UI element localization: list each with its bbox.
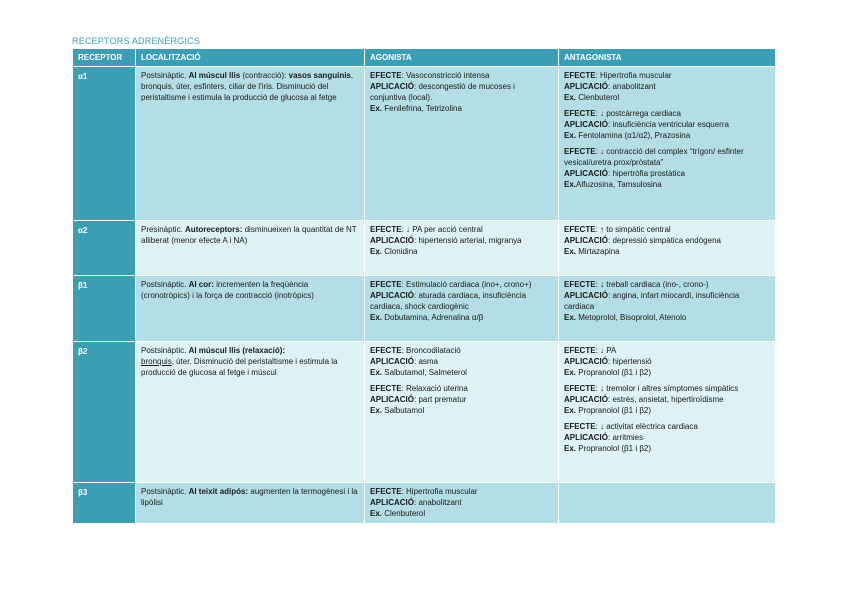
receptor-cell: α1	[73, 67, 136, 221]
effect-block: EFECTE: Hipertrofia muscular APLICACIÓ: anabolitzant Ex. Clenbuterol	[370, 487, 478, 518]
agonista-cell	[365, 276, 559, 342]
localitzacio-cell: Postsinàptic. Al múscul llis (relaxació): bronquis, úter. Disminució del peristaltisme i estimula la producció de glucosa al fetge i múscul	[136, 342, 365, 483]
header-antagonista: ANTAGONISTA	[559, 49, 776, 67]
receptors-table	[72, 48, 776, 524]
header-localitzacio: LOCALITZACIÓ	[136, 49, 365, 67]
effect-block: EFECTE: Hipertrofia muscular APLICACIÓ: anabolitzant Ex. Clenbuterol	[564, 71, 672, 102]
effect-block: EFECTE: ↓ treball cardiaca (ino-, crono-) APLICACIÓ: angina, infart miocardi, insuficiència cardiaca Ex. Metoprolol, Bisoprolol, Atenolo	[564, 280, 740, 322]
effect-block: EFECTE: ↓ PA APLICACIÓ: hipertensió Ex. Propranolol (β1 i β2)	[564, 346, 652, 377]
antagonista-cell	[559, 342, 776, 483]
antagonista-cell	[559, 276, 776, 342]
effect-block: EFECTE: ↓ activitat elèctrica cardiaca APLICACIÓ: arritmies Ex. Propranolol (β1 i β2)	[564, 422, 698, 453]
effect-block: EFECTE: Estimulació cardiaca (ino+, crono+) APLICACIÓ: aturada cardiaca, insuficiència cardiaca, shock cardiogènic Ex. Dobutamina, Adrenalina α/β	[370, 280, 532, 322]
effect-block: EFECTE: ↑ to simpàtic central APLICACIÓ: depressió simpàtica endògena Ex. Mirtazapina	[564, 225, 721, 256]
table-row	[73, 221, 776, 276]
agonista-cell	[365, 483, 559, 524]
receptor-cell: β2	[73, 342, 136, 483]
antagonista-cell	[559, 221, 776, 276]
header-receptor: RECEPTOR	[73, 49, 136, 67]
receptor-cell: β3	[73, 483, 136, 524]
receptor-cell: β1	[73, 276, 136, 342]
header-agonista: AGONISTA	[365, 49, 559, 67]
effect-block: EFECTE: ↓ tremolor i altres símptomes simpàtics APLICACIÓ: estrès, ansietat, hipertiroïdisme Ex. Propranolol (β1 i β2)	[564, 384, 739, 415]
localitzacio-cell: Postsinàptic. Al múscul llis (contracció): vasos sanguinis, bronquis, úter, esfinters, ciliar de l'iris. Disminució del peristaltisme i estimula la producció de glucosa al fetge	[136, 67, 365, 221]
receptor-cell: α2	[73, 221, 136, 276]
antagonista-cell	[559, 483, 776, 524]
effect-block: EFECTE: ↓ postcàrrega cardiaca APLICACIÓ: insuficiència ventricular esquerra Ex. Fentolamina (α1/α2), Prazosina	[564, 109, 729, 140]
agonista-cell	[365, 67, 559, 221]
localitzacio-cell: Presinàptic. Autoreceptors: disminueixen la quantitat de NT alliberat (menor efecte A i NA)	[136, 221, 365, 276]
effect-block: EFECTE: Vasoconstricció intensa APLICACIÓ: descongestió de mucoses i conjuntiva (local). Ex. Fenilefrina, Tetrizolina	[370, 71, 515, 113]
effect-block: EFECTE: Relaxació uterina APLICACIÓ: part prematur Ex. Salbutamol	[370, 384, 468, 415]
effect-block: EFECTE: ↓ PA per acció central APLICACIÓ: hipertensió arterial, migranya Ex. Clonidina	[370, 225, 522, 256]
page-title: RECEPTORS ADRENÈRGICS	[72, 36, 201, 46]
table-row	[73, 483, 776, 524]
table-row	[73, 342, 776, 483]
agonista-cell	[365, 342, 559, 483]
effect-block: EFECTE: Broncodilatació APLICACIÓ: asma Ex. Salbutamol, Salmeterol	[370, 346, 467, 377]
localitzacio-cell: Postsinàptic. Al teixit adipós: augmenten la termogènesi i la lipòlisi	[136, 483, 365, 524]
antagonista-cell	[559, 67, 776, 221]
table-row	[73, 276, 776, 342]
localitzacio-cell: Postsinàptic. Al cor: incrementen la freqüència (cronotròpics) i la força de contracció (inotròpics)	[136, 276, 365, 342]
table-row	[73, 67, 776, 221]
effect-block: EFECTE: ↓ contracció del complex “trígon/ esfinter vesical/uretra prox/pròstata” APLICACIÓ: hipertròfia prostàtica Ex.Alfuzosina, Tamsulosina	[564, 147, 744, 189]
agonista-cell	[365, 221, 559, 276]
header-row	[73, 49, 776, 67]
